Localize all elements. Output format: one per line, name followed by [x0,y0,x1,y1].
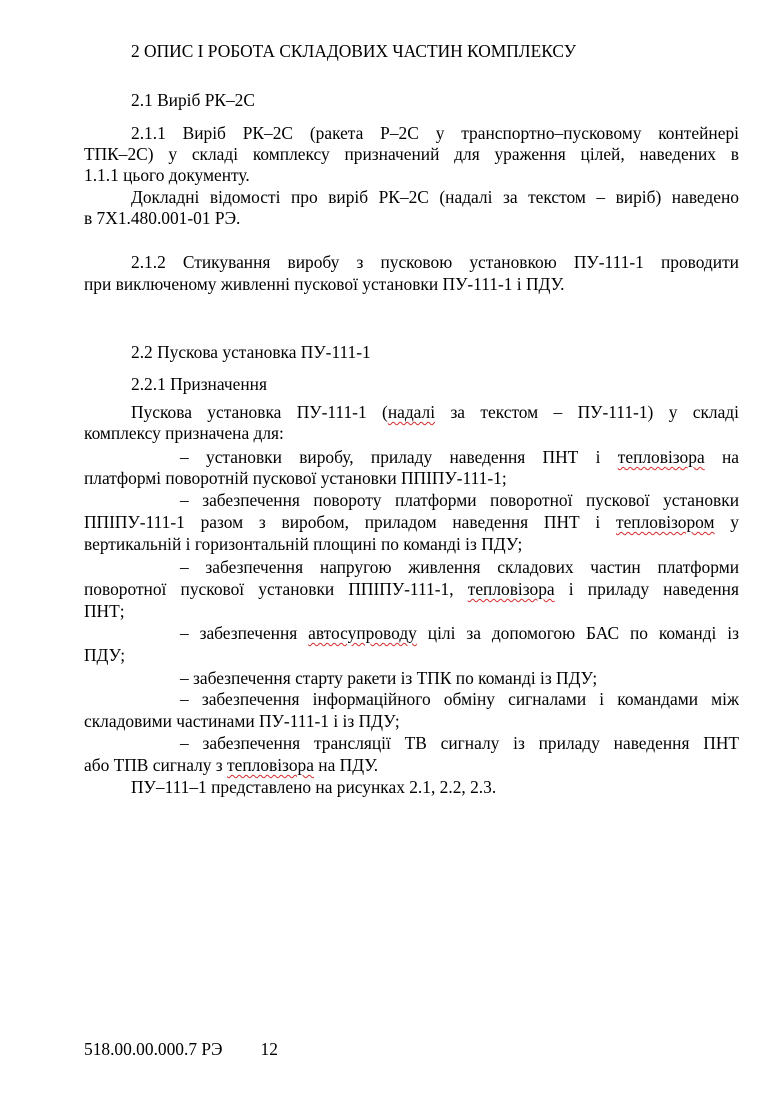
paragraph-line: в 7Х1.480.001-01 РЭ. [84,208,241,228]
list-item-line: ПНТ; [84,601,125,621]
spellcheck-word: тепловізора [467,579,555,599]
spellcheck-word: автосупроводу [308,623,417,643]
spellcheck-word: тепловізором [615,512,715,532]
list-item-line: – установки виробу, приладу наведення ПНТ і тепловізора на [180,447,739,467]
document-code: 518.00.00.000.7 РЭ [84,1039,223,1059]
spellcheck-word: надалі [387,402,436,422]
page-number: 12 [260,1039,278,1059]
list-item-line: ППІПУ-111-1 разом з виробом, приладом наведення ПНТ і тепловізором у [84,512,739,532]
subsection-title: 2.2 Пускова установка ПУ-111-1 [131,342,371,362]
paragraph-line: при виключеному живленні пускової установки ПУ-111-1 і ПДУ. [84,274,565,294]
paragraph-line: Докладні відомості про виріб РК–2С (надалі за текстом – виріб) наведено [131,187,739,207]
list-item-line: – забезпечення інформаційного обміну сигналами і командами між [180,689,739,709]
paragraph-line: комплексу призначена для: [84,423,284,443]
list-item-line: вертикальній і горизонтальній площині по команді із ПДУ; [84,534,523,554]
spellcheck-word: тепловізора [617,447,705,467]
paragraph-line: ТПК–2С) у складі комплексу призначений для ураження цілей, наведених в [84,144,739,164]
list-item-line: платформі поворотній пускової установки ППІПУ-111-1; [84,468,507,488]
subsubsection-title: 2.2.1 Призначення [131,374,267,394]
subsection-title: 2.1 Виріб РК–2С [131,90,255,110]
list-item-line: – забезпечення повороту платформи поворотної пускової установки [180,490,739,510]
section-heading: 2 ОПИС І РОБОТА СКЛАДОВИХ ЧАСТИН КОМПЛЕКСУ [131,41,577,61]
list-item-line: або ТПВ сигналу з тепловізора на ПДУ. [84,755,379,775]
list-item-line: – забезпечення трансляції ТВ сигналу із приладу наведення ПНТ [180,733,739,753]
paragraph-line: Пускова установка ПУ-111-1 (надалі за текстом – ПУ-111-1) у складі [131,402,739,422]
paragraph-line: 2.1.2 Стикування виробу з пусковою установкою ПУ-111-1 проводити [131,252,739,272]
list-item-line: – забезпечення напругою живлення складових частин платформи [180,557,739,577]
list-item-line: складовими частинами ПУ-111-1 і із ПДУ; [84,711,400,731]
paragraph-line: 1.1.1 цього документу. [84,165,250,185]
page-footer [84,1038,278,1060]
paragraph-line: ПУ–111–1 представлено на рисунках 2.1, 2.2, 2.3. [131,777,497,797]
list-item-line: ПДУ; [84,645,126,665]
list-item-line: – забезпечення старту ракети із ТПК по команді із ПДУ; [180,668,598,688]
spellcheck-word: тепловізора [227,755,314,775]
list-item-line: – забезпечення автосупроводу цілі за допомогою БАС по команді із [180,623,739,643]
paragraph-line: 2.1.1 Виріб РК–2С (ракета Р–2С у транспортно–пусковому контейнері [131,123,739,143]
list-item-line: поворотної пускової установки ППІПУ-111-1, тепловізора і приладу наведення [84,579,739,599]
